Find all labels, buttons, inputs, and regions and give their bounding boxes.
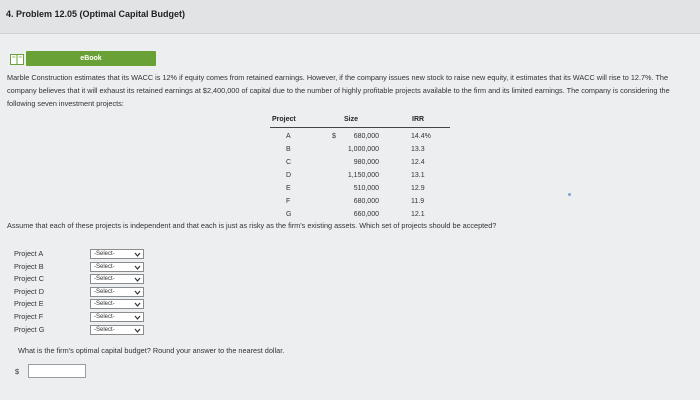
book-icon[interactable]: [10, 54, 24, 65]
select-value: -Select-: [94, 326, 115, 333]
col-header-project: Project: [272, 116, 296, 123]
problem-title: 4. Problem 12.05 (Optimal Capital Budget): [6, 9, 186, 19]
project-letter: A: [286, 133, 291, 140]
chevron-down-icon: [134, 301, 141, 308]
cursor-dot: [568, 193, 571, 196]
accept-reject-select[interactable]: [90, 312, 144, 322]
project-size: 660,000: [353, 211, 379, 218]
assumption-text: Assume that each of these projects is independent and that each is just as risky as the firm's existing assets. Which set of projects should be accepted?: [7, 221, 497, 230]
project-select-label: Project D: [14, 286, 45, 296]
project-size: 1,150,000: [347, 172, 379, 179]
capital-budget-input[interactable]: [28, 364, 86, 378]
accept-reject-select[interactable]: [90, 274, 144, 284]
select-value: -Select-: [94, 288, 115, 295]
project-letter: E: [286, 185, 291, 192]
chevron-down-icon: [134, 251, 141, 258]
project-irr: 13.3: [411, 146, 425, 153]
project-select-label: Project C: [14, 274, 45, 284]
project-letter: D: [286, 172, 292, 179]
project-irr: 12.1: [411, 211, 425, 218]
accept-reject-select[interactable]: [90, 299, 144, 309]
project-irr: 11.9: [411, 198, 425, 205]
project-irr: 12.9: [411, 185, 425, 192]
problem-intro: Marble Construction estimates that its WACC is 12% if equity comes from retained earnings. However, if the company issues new stock to raise new equity, it estimates that its WACC will rise to 12.7%. The company believes that it will exhaust its retained earnings at $2,400,000 of capital due to the number of highly profitable projects available to the firm and its limited earnings. The company is considering the following seven investment projects:: [7, 73, 670, 108]
project-letter: B: [286, 146, 291, 153]
select-value: -Select-: [94, 263, 115, 270]
size-currency: $: [332, 133, 336, 140]
col-header-size: Size: [344, 116, 359, 123]
select-value: -Select-: [94, 251, 115, 257]
project-select-label: Project B: [14, 261, 44, 271]
select-value: -Select-: [94, 276, 115, 283]
ebook-button[interactable]: eBook: [26, 51, 156, 66]
project-irr: 13.1: [411, 172, 425, 179]
project-letter: G: [286, 211, 292, 218]
project-irr: 12.4: [411, 159, 425, 166]
project-select-label: Project F: [14, 312, 44, 321]
accept-reject-select[interactable]: [90, 287, 144, 297]
project-letter: C: [286, 159, 292, 166]
project-select-label: Project A: [14, 249, 44, 258]
col-header-irr: IRR: [412, 116, 425, 123]
project-irr: 14.4%: [411, 133, 431, 140]
chevron-down-icon: [134, 289, 141, 296]
chevron-down-icon: [134, 327, 141, 334]
header-divider: [270, 127, 450, 128]
header-bar: [0, 0, 700, 34]
project-size: 510,000: [353, 185, 379, 192]
currency-symbol: $: [15, 367, 20, 376]
project-select-label: Project G: [14, 324, 45, 334]
chevron-down-icon: [134, 314, 141, 321]
accept-reject-select[interactable]: [90, 262, 144, 272]
chevron-down-icon: [134, 276, 141, 283]
chevron-down-icon: [134, 264, 141, 271]
select-value: -Select-: [94, 314, 115, 320]
capital-budget-question: What is the firm's optimal capital budget? Round your answer to the nearest dollar.: [18, 346, 285, 355]
project-size: 1,000,000: [347, 146, 379, 153]
accept-reject-select[interactable]: [90, 325, 144, 335]
project-size: 680,000: [353, 133, 379, 140]
select-value: -Select-: [94, 301, 115, 308]
project-size: 980,000: [353, 159, 379, 166]
accept-reject-select[interactable]: [90, 249, 144, 259]
project-select-label: Project E: [14, 299, 44, 309]
project-size: 680,000: [353, 198, 379, 205]
project-letter: F: [286, 198, 291, 205]
